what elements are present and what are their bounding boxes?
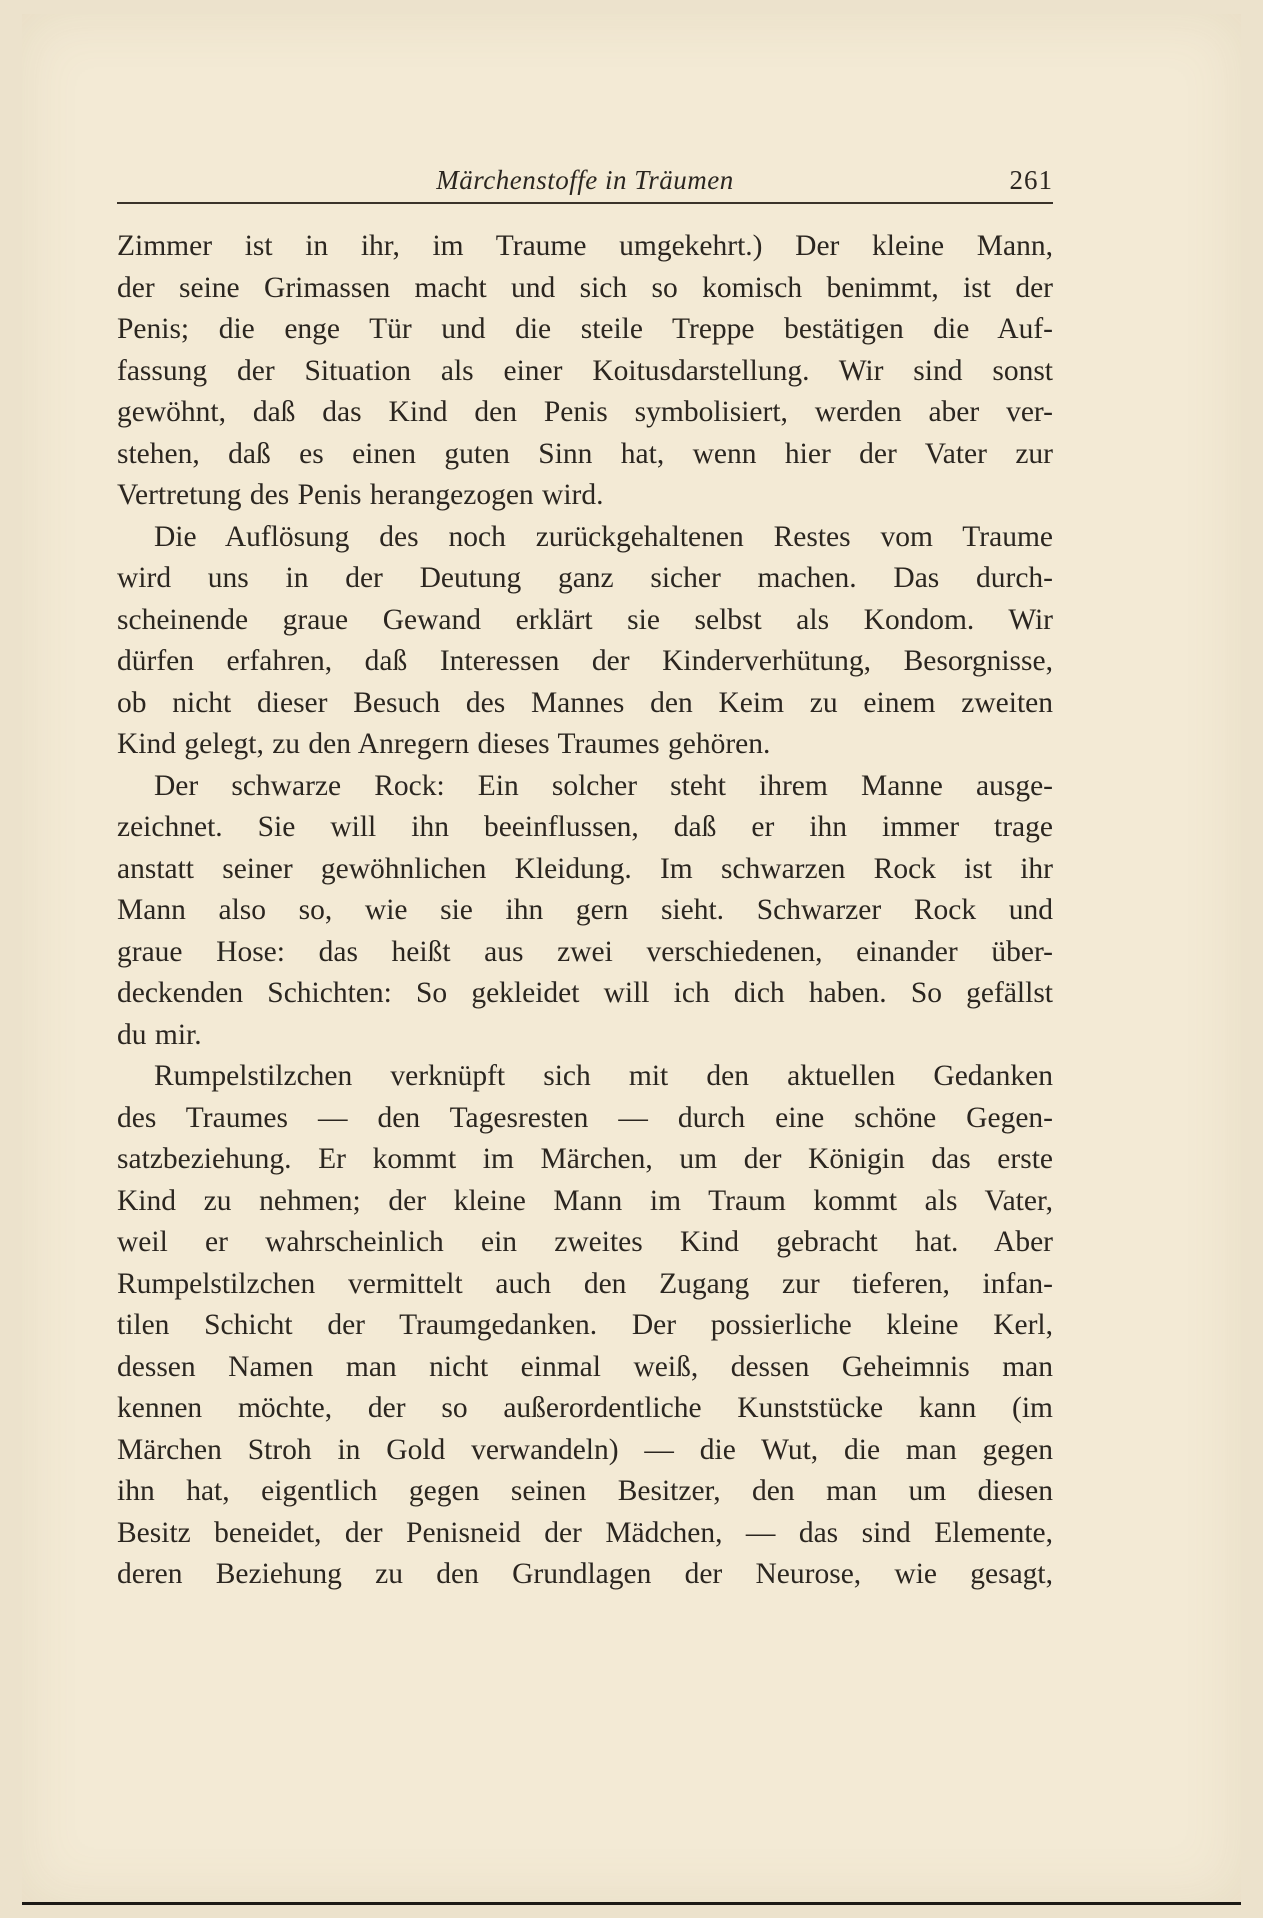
body-text: [117, 226, 1053, 1596]
text-line: graue Hose: das heißt aus zwei verschiedenen, einander über-: [117, 935, 1053, 968]
paragraph-2: [117, 517, 1053, 766]
paragraph-3: [117, 766, 1053, 1057]
text-line: satzbeziehung. Er kommt im Märchen, um der Königin das erste: [117, 1143, 1053, 1175]
text-line: Zimmer ist in ihr, im Traume umgekehrt.) Der kleine Mann,: [117, 230, 1053, 262]
page-number: 261: [1009, 165, 1053, 195]
text-line: des Traumes — den Tagesresten — durch eine schöne Gegen-: [117, 1101, 1053, 1134]
text-line: Die Auflösung des noch zurückgehaltenen Restes vom Traume: [154, 520, 1053, 553]
text-line: der seine Grimassen macht und sich so komisch benimmt, ist der: [117, 271, 1053, 304]
text-line: Rumpelstilzchen verknüpft sich mit den aktuellen Gedanken: [154, 1060, 1053, 1092]
text-line: ihn hat, eigentlich gegen seinen Besitzer, den man um diesen: [117, 1475, 1053, 1507]
text-line: Märchen Stroh in Gold verwandeln) — die Wut, die man gegen: [117, 1433, 1053, 1466]
text-line: gewöhnt, daß das Kind den Penis symbolisiert, werden aber ver-: [117, 396, 1053, 428]
text-line: fassung der Situation als einer Koitusdarstellung. Wir sind sonst: [117, 354, 1053, 387]
text-line: ob nicht dieser Besuch des Mannes den Keim zu einem zweiten: [117, 686, 1053, 719]
text-line: Kind gelegt, zu den Anregern dieses Traumes gehören.: [117, 728, 771, 760]
text-line: stehen, daß es einen guten Sinn hat, wenn hier der Vater zur: [117, 437, 1053, 470]
text-line: Rumpelstilzchen vermittelt auch den Zugang zur tieferen, infan-: [117, 1267, 1053, 1300]
text-line: Kind zu nehmen; der kleine Mann im Traum kommt als Vater,: [117, 1184, 1053, 1217]
text-line: deren Beziehung zu den Grundlagen der Neurose, wie gesagt,: [117, 1558, 1053, 1590]
text-line: Der schwarze Rock: Ein solcher steht ihrem Manne ausge-: [154, 769, 1053, 802]
text-line: zeichnet. Sie will ihn beeinflussen, daß er ihn immer trage: [117, 811, 1053, 843]
text-line: du mir.: [117, 1018, 202, 1051]
text-line: Penis; die enge Tür und die steile Treppe bestätigen die Auf-: [117, 313, 1053, 345]
text-line: Besitz beneidet, der Penisneid der Mädchen, — das sind Elemente,: [117, 1516, 1053, 1549]
text-line: dessen Namen man nicht einmal weiß, dessen Geheimnis man: [117, 1350, 1053, 1383]
text-line: anstatt seiner gewöhnlichen Kleidung. Im schwarzen Rock ist ihr: [117, 852, 1053, 885]
text-line: kennen möchte, der so außerordentliche Kunststücke kann (im: [117, 1392, 1053, 1424]
text-line: Vertretung des Penis herangezogen wird.: [117, 479, 604, 511]
text-line: dürfen erfahren, daß Interessen der Kinderverhütung, Besorgnisse,: [117, 645, 1053, 677]
bottom-edge: [22, 1902, 1241, 1905]
text-line: Mann also so, wie sie ihn gern sieht. Schwarzer Rock und: [117, 894, 1053, 926]
text-line: scheinende graue Gewand erklärt sie selbst als Kondom. Wir: [117, 603, 1053, 636]
running-title: Märchenstoffe in Träumen: [436, 165, 734, 195]
text-line: tilen Schicht der Traumgedanken. Der possierliche kleine Kerl,: [117, 1309, 1053, 1341]
text-line: wird uns in der Deutung ganz sicher machen. Das durch-: [117, 562, 1053, 594]
paragraph-4: [117, 1056, 1053, 1596]
text-line: weil er wahrscheinlich ein zweites Kind gebracht hat. Aber: [117, 1226, 1053, 1258]
paragraph-1: [117, 226, 1053, 517]
running-head: [117, 162, 1053, 204]
text-line: deckenden Schichten: So gekleidet will ich dich haben. So gefällst: [117, 977, 1053, 1009]
